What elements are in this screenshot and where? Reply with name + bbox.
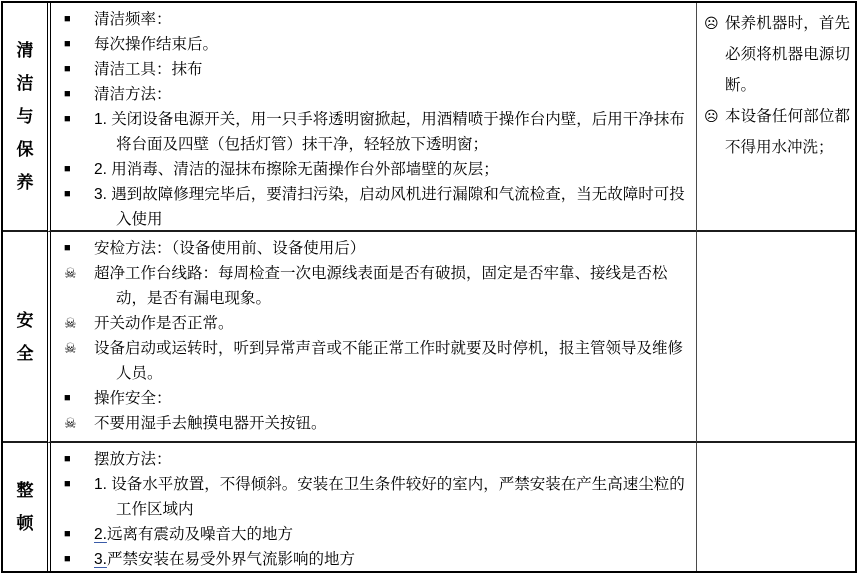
list-item (64, 336, 690, 386)
row-content-1 (47, 232, 697, 443)
sad-face-icon: ☹ (704, 15, 719, 31)
square-bullet-icon: ■ (64, 113, 71, 125)
square-bullet-icon: ■ (64, 453, 71, 465)
list-item (64, 82, 690, 107)
list-item-text: 清洁频率： (94, 11, 172, 28)
row-header-label: 安全 (16, 310, 34, 363)
list-item (64, 32, 690, 57)
list-item-rest: 严禁安装在易受外界气流影响的地方 (106, 551, 355, 568)
skull-icon: ☠ (64, 265, 77, 281)
row-content-2 (47, 443, 697, 571)
list-item (64, 386, 690, 411)
row-header-2 (3, 443, 47, 571)
list-item-text: 3. 遇到故障修理完毕后，要清扫污染，启动风机进行漏隙和气流检查，当无故障时可投入使用 (94, 186, 685, 228)
list-item-text: 设备启动或运转时，听到异常声音或不能正常工作时就要及时停机，报主管领导及维修人员。 (94, 340, 684, 382)
row-header-1 (3, 232, 47, 443)
list-item-text: 安检方法：（设备使用前、设备使用后） (94, 240, 366, 257)
list-item-text: 2. 用消毒、清洁的湿抹布擦除无菌操作台外部墙壁的灰层； (94, 161, 499, 178)
list-item-text: 清洁方法： (94, 86, 172, 103)
list-item-text: 不要用湿手去触摸电器开关按钮。 (94, 415, 327, 432)
row-notes-0 (697, 3, 855, 232)
square-bullet-icon: ■ (64, 392, 71, 404)
skull-icon: ☠ (64, 315, 77, 331)
list-item (64, 57, 690, 82)
list-item-text: 1. 设备水平放置，不得倾斜。安装在卫生条件较好的室内，严禁安装在产生高速尘粒的工作区域内 (94, 476, 685, 518)
list-item (64, 7, 690, 32)
numbered-prefix: 3. (94, 551, 107, 568)
list-item (64, 261, 690, 311)
list-item (64, 107, 690, 157)
list-item-text: 清洁工具：抹布 (94, 61, 203, 78)
skull-icon: ☠ (64, 340, 77, 356)
square-bullet-icon: ■ (64, 478, 71, 490)
list-item-text: 操作安全： (94, 390, 172, 407)
list-item (64, 182, 690, 232)
list-item-text (94, 522, 690, 547)
list-item-text (94, 547, 690, 571)
list-item (64, 157, 690, 182)
row-header-label: 整顿 (16, 481, 34, 533)
list-item (64, 411, 690, 436)
list-item-text: 摆放方法： (94, 451, 172, 468)
list-item (64, 547, 690, 571)
square-bullet-icon: ■ (64, 38, 71, 50)
note-item (704, 8, 850, 101)
note-text: 保养机器时，首先必须将机器电源切断。 (725, 15, 850, 94)
list-item (64, 311, 690, 336)
maintenance-table (1, 1, 857, 573)
row-notes-1 (697, 232, 855, 443)
row-notes-2 (697, 443, 855, 571)
square-bullet-icon: ■ (64, 242, 71, 254)
row-header-0 (3, 3, 47, 232)
square-bullet-icon: ■ (64, 13, 71, 25)
row-content-0 (47, 3, 697, 232)
list-item (64, 522, 690, 547)
square-bullet-icon: ■ (64, 163, 71, 175)
square-bullet-icon: ■ (64, 528, 71, 540)
note-item (704, 101, 850, 163)
skull-icon: ☠ (64, 415, 77, 431)
list-item-text: 开关动作是否正常。 (94, 315, 234, 332)
square-bullet-icon: ■ (64, 188, 71, 200)
square-bullet-icon: ■ (64, 553, 71, 565)
square-bullet-icon: ■ (64, 63, 71, 75)
square-bullet-icon: ■ (64, 88, 71, 100)
note-text: 本设备任何部位都不得用水冲洗； (725, 108, 850, 156)
list-item-text: 每次操作结束后。 (94, 36, 219, 53)
list-item (64, 236, 690, 261)
list-item (64, 472, 690, 522)
row-header-label: 清洁与保养 (16, 41, 34, 192)
numbered-prefix: 2. (94, 526, 107, 543)
sad-face-icon: ☹ (704, 108, 719, 124)
list-item (64, 447, 690, 472)
list-item-text: 超净工作台线路：每周检查一次电源线表面是否有破损，固定是否牢靠、接线是否松动，是否有漏电现象。 (94, 265, 668, 307)
list-item-text: 1. 关闭设备电源开关，用一只手将透明窗掀起，用酒精喷于操作台内壁，后用干净抹布将台面及四壁（包括灯管）抹干净，轻轻放下透明窗； (94, 111, 685, 153)
list-item-rest: 远离有震动及噪音大的地方 (106, 526, 293, 543)
